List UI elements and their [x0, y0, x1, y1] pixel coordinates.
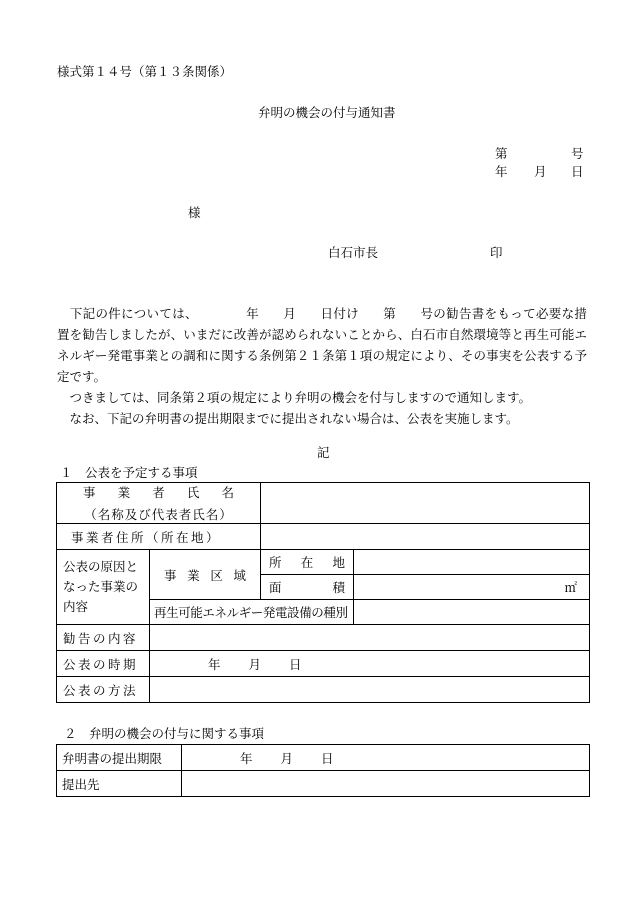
paragraph-1: 下記の件については、 年 月 日付け 第 号の勧告書をもって必要な措置を勧告しましたが、いまだに改善が認められないことから、白石市自然環境等と再生可能エネルギー発電事業との調和に関する条例第２１条第１項の規定により、その事実を公表する予定です。: [57, 306, 587, 384]
section-2-table: [56, 744, 590, 797]
deadline-value[interactable]: 年 月 日: [182, 745, 590, 771]
paragraph-2: つきましては、同条第２項の規定により弁明の機会を付与しますので通知します。: [69, 390, 532, 405]
submit-to-value[interactable]: [182, 771, 590, 797]
recommendation-value[interactable]: [150, 625, 590, 651]
document-title: 弁明の機会の付与通知書: [258, 105, 396, 120]
table-row: [57, 651, 590, 677]
recommendation-label: 勧告の内容: [57, 625, 150, 651]
doc-number-prefix: 第: [495, 146, 508, 161]
publication-method-label: 公表の方法: [57, 677, 150, 703]
date-day: 日: [571, 164, 584, 179]
equipment-type-value[interactable]: [354, 600, 590, 625]
table-row: [57, 483, 590, 524]
equipment-type-label: 再生可能エネルギー発電設備の種別: [150, 600, 354, 625]
date-year: 年: [495, 164, 508, 179]
table-row: [57, 625, 590, 651]
location-label: 所 在 地: [261, 550, 354, 575]
address-label: 事業者住所（所在地）: [57, 524, 261, 550]
ki-mark: 記: [317, 445, 330, 460]
table-row: [57, 677, 590, 703]
addressee-honorific: 様: [188, 205, 201, 220]
business-name-value[interactable]: [261, 483, 590, 524]
date-month: 月: [534, 164, 547, 179]
address-value[interactable]: [261, 524, 590, 550]
table-row: [57, 771, 590, 797]
section-2-heading: ２ 弁明の機会の付与に関する事項: [64, 726, 265, 741]
form-number: 様式第１４号（第１３条関係）: [57, 64, 233, 79]
table-row: [57, 745, 590, 771]
area-size-label: 面 積: [261, 575, 354, 600]
publication-method-value[interactable]: [150, 677, 590, 703]
table-row: [57, 550, 590, 575]
paragraph-3: なお、下記の弁明書の提出期限までに提出されない場合は、公表を実施します。: [69, 411, 519, 426]
area-size-value[interactable]: [354, 575, 590, 600]
business-area-label: 事 業 区 域: [150, 550, 261, 600]
publication-timing-value[interactable]: 年 月 日: [150, 651, 590, 677]
deadline-label: 弁明書の提出期限: [57, 745, 182, 771]
seal-mark: 印: [490, 245, 503, 260]
section-1-heading: １ 公表を予定する事項: [60, 465, 198, 480]
publication-timing-label: 公表の時期: [57, 651, 150, 677]
doc-number-suffix: 号: [571, 146, 584, 161]
body-text: [57, 303, 587, 429]
sender-name: 白石市長: [328, 245, 379, 260]
table-row: [57, 524, 590, 550]
submit-to-label: 提出先: [57, 771, 182, 797]
location-value[interactable]: [354, 550, 590, 575]
section-1-table: [56, 482, 590, 703]
square-meter-unit: ㎡: [564, 580, 578, 595]
cause-label: 公表の原因となった事業の内容: [57, 550, 150, 625]
business-name-label: 事 業 者 氏 名 （名称及び代表者氏名）: [57, 483, 261, 524]
